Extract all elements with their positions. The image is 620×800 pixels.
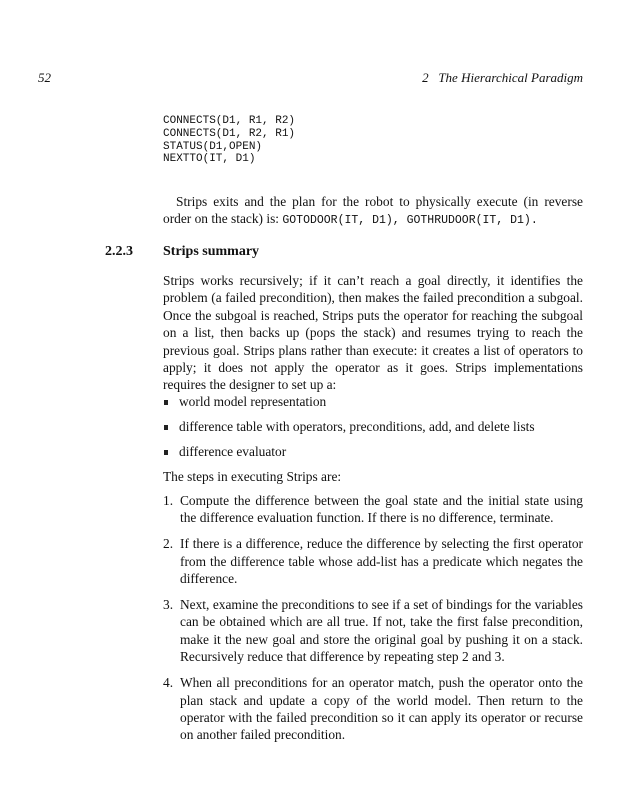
section-title: Strips summary [163,244,260,259]
code-block [163,115,295,166]
bullet-list [163,393,583,468]
item-number: 4. [163,675,174,691]
paragraph: The steps in executing Strips are: [163,469,342,484]
item-number: 3. [163,597,174,613]
list-item-text: If there is a difference, reduce the difference by selecting the first operator from the difference table whose add-list has a predicate which negates the difference. [180,536,583,587]
bullet-icon [164,425,168,430]
list-item [163,596,583,666]
paragraph [163,193,583,230]
list-item-text: Next, examine the preconditions to see if a set of bindings for the variables can be obtained which are all true. If not, take the first false precondition, make it the new goal and store the original goal by pushing it on a stack. Recursively reduce that difference by repeating step 2 and 3. [180,597,583,665]
code-line: CONNECTS(D1, R2, R1) [163,127,296,140]
item-number: 1. [163,493,174,508]
bullet-icon [164,450,168,455]
list-item-text: world model representation [179,394,327,409]
list-item-text: When all preconditions for an operator match, push the operator onto the plan stack and update a copy of the world model. Then return to the operator with the failed precondition so it can apply its operator or recurse on another failed precondition. [180,675,583,743]
code-line: NEXTTO(IT, D1) [163,153,256,166]
item-number: 2. [163,536,174,552]
list-item [163,535,583,587]
list-item-text: difference evaluator [179,444,287,459]
page-number: 52 [38,70,51,85]
list-item [163,492,583,527]
inline-code: GOTODOOR(IT, D1), GOTHRUDOOR(IT, D1). [282,214,538,228]
paragraph-text: Strips exits and the plan for the robot to physically execute (in reverse order on the stack) is: [163,194,583,227]
list-item-text: Compute the difference between the goal state and the initial state using the difference evaluation function. If there is no difference, terminate. [180,493,583,526]
numbered-list [163,492,583,752]
list-item [163,393,583,418]
running-head: 2 The Hierarchical Paradigm [422,70,583,85]
code-line: CONNECTS(D1, R1, R2) [163,115,296,127]
paragraph: Strips works recursively; if it can’t reach a goal directly, it identifies the problem (a failed precondition), then makes the failed precondition a subgoal. Once the subgoal is reached, Strips puts the operator for reaching the subgoal on a list, then backs up (pops the stack) and resumes trying to reach the previous goal. Strips plans rather than execute: it creates a list of operators to apply; it does not apply the operator as it goes. Strips implementations requires the designer to set up a: [163,273,583,393]
list-item-text: difference table with operators, preconditions, add, and delete lists [179,419,535,434]
section-number: 2.2.3 [105,244,133,259]
list-item [163,418,583,443]
code-line: STATUS(D1,OPEN) [163,140,263,153]
list-item [163,443,583,468]
list-item [163,674,583,744]
bullet-icon [164,400,168,405]
